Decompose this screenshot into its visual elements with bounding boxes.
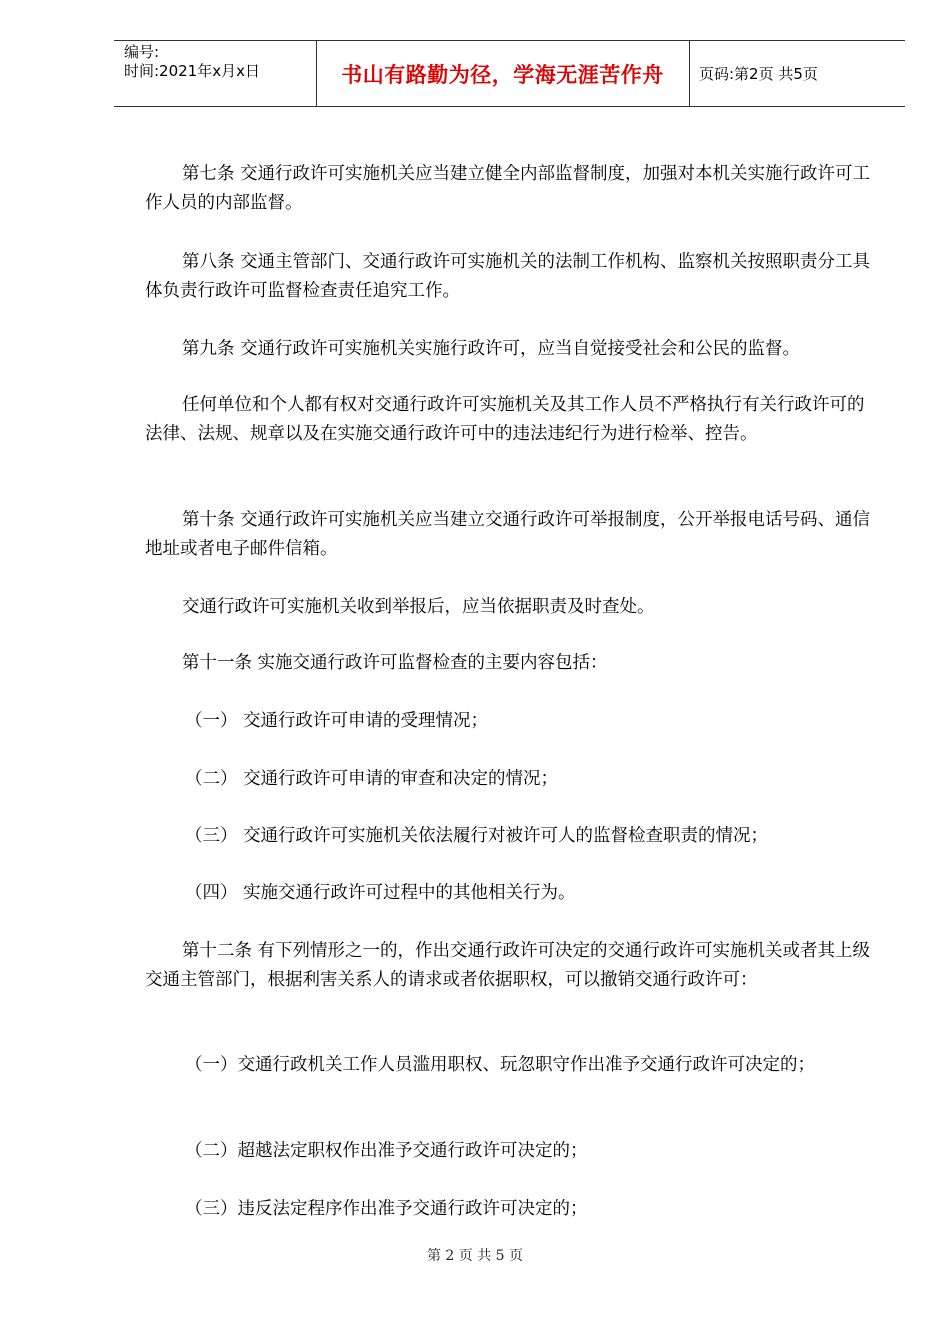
article-11-item-1: （一） 交通行政许可申请的受理情况； — [185, 711, 489, 731]
article-12-item-3: （三）违反法定程序作出准予交通行政许可决定的； — [185, 1199, 588, 1219]
article-12: 第十二条 有下列情形之一的，作出交通行政许可决定的交通行政许可实施机关或者其上级交通主管部门，根据利害关系人的请求或者依据职权，可以撤销交通行政许可： — [145, 941, 871, 990]
article-10: 第十条 交通行政许可实施机关应当建立交通行政许可举报制度，公开举报电话号码、通信地址或者电子邮件信箱。 — [145, 510, 871, 559]
article-11-item-3: （三） 交通行政许可实施机关依法履行对被许可人的监督检查职责的情况； — [185, 826, 769, 846]
article-11: 第十一条 实施交通行政许可监督检查的主要内容包括： — [182, 653, 608, 673]
document-number-label: 编号: — [124, 43, 160, 61]
footer-page-number: 第 2 页 共 5 页 — [426, 1248, 524, 1264]
article-12-item-2: （二）超越法定职权作出准予交通行政许可决定的； — [185, 1141, 588, 1161]
header-bottom-rule — [114, 106, 905, 107]
article-12-item-1: （一）交通行政机关工作人员滥用职权、玩忽职守作出准予交通行政许可决定的； — [185, 1055, 815, 1075]
article-11-item-2: （二） 交通行政许可申请的审查和决定的情况； — [185, 769, 559, 789]
document-header — [0, 0, 950, 110]
article-9: 第九条 交通行政许可实施机关实施行政许可，应当自觉接受社会和公民的监督。 — [182, 339, 801, 359]
header-top-rule — [114, 40, 905, 41]
page-footer — [0, 1245, 950, 1265]
article-8: 第八条 交通主管部门、交通行政许可实施机关的法制工作机构、监察机关按照职责分工具体负责行政许可监督检查责任追究工作。 — [145, 252, 871, 301]
article-10-paragraph-2: 交通行政许可实施机关收到举报后，应当依据职责及时查处。 — [182, 597, 655, 617]
article-11-item-4: （四） 实施交通行政许可过程中的其他相关行为。 — [185, 883, 576, 903]
article-9-paragraph-2: 任何单位和个人都有权对交通行政许可实施机关及其工作人员不严格执行有关行政许可的法律、法规、规章以及在实施交通行政许可中的违法违纪行为进行检举、控告。 — [145, 395, 865, 444]
header-divider-right — [689, 40, 690, 106]
header-slogan: 书山有路勤为径，学海无涯苦作舟 — [341, 63, 664, 87]
header-page-info: 页码:第2页 共5页 — [699, 65, 818, 83]
article-7: 第七条 交通行政许可实施机关应当建立健全内部监督制度，加强对本机关实施行政许可工作人员的内部监督。 — [145, 164, 871, 213]
document-time-label: 时间:2021年x月x日 — [124, 62, 260, 80]
